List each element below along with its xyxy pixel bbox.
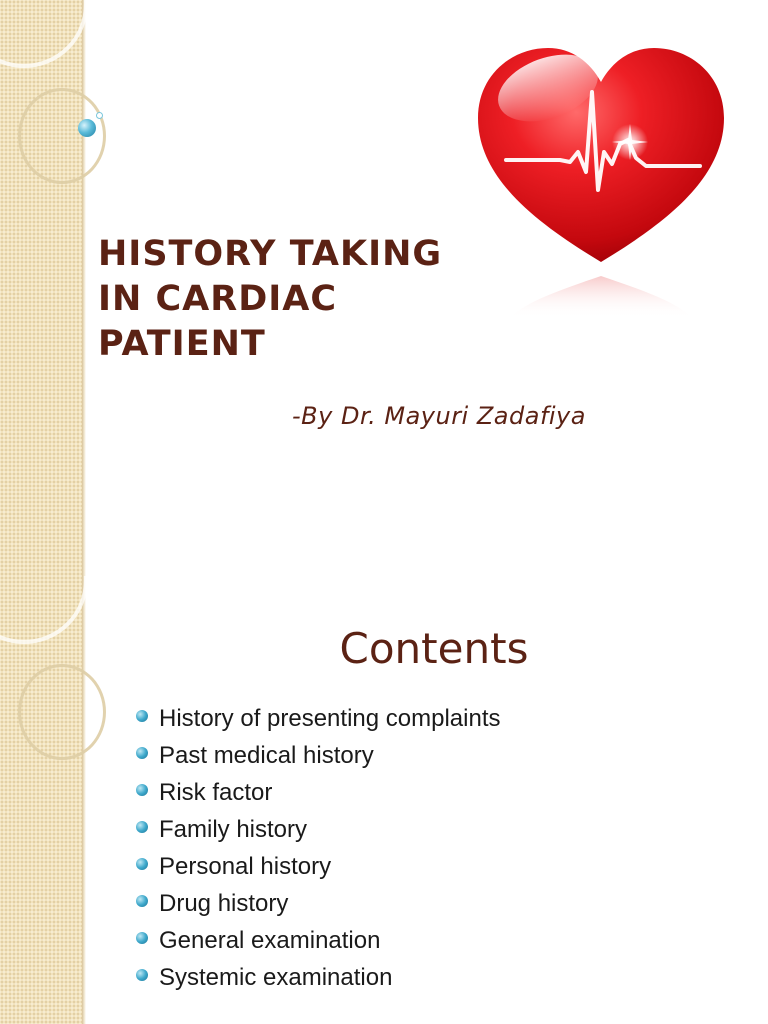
list-item-label: Systemic examination (159, 963, 393, 991)
presentation-title (98, 232, 478, 367)
author-byline: -By Dr. Mayuri Zadafiya (292, 402, 586, 430)
list-item-label: Drug history (159, 889, 289, 917)
title-line: IN CARDIAC (98, 279, 338, 319)
side-band-edge (82, 0, 86, 576)
list-item-label: Family history (159, 815, 308, 843)
list-item (136, 922, 500, 959)
list-item-label: General examination (159, 926, 381, 954)
contents-list (136, 700, 500, 996)
list-item (136, 848, 500, 885)
contents-slide (0, 576, 768, 1024)
list-item (136, 700, 500, 737)
bullet-icon (136, 932, 148, 944)
bullet-icon (136, 821, 148, 833)
heart-ecg-icon (470, 40, 732, 330)
bullet-icon (136, 858, 148, 870)
bullet-icon (136, 710, 148, 722)
decorative-ring (18, 88, 106, 184)
decorative-ring (18, 664, 106, 760)
title-line: PATIENT (98, 324, 266, 364)
list-item (136, 959, 500, 996)
list-item-label: History of presenting complaints (159, 704, 501, 732)
list-item-label: Risk factor (159, 778, 273, 806)
list-item-label: Past medical history (159, 741, 374, 769)
title-line: HISTORY TAKING (98, 234, 443, 274)
list-item (136, 737, 500, 774)
contents-heading: Contents (339, 624, 529, 673)
decorative-side-band (0, 0, 82, 576)
bullet-icon (136, 747, 148, 759)
bullet-icon (136, 895, 148, 907)
list-item (136, 774, 500, 811)
decorative-bead (78, 119, 96, 137)
decorative-bead-small (96, 112, 103, 119)
bullet-icon (136, 969, 148, 981)
list-item (136, 885, 500, 922)
list-item (136, 811, 500, 848)
bullet-icon (136, 784, 148, 796)
list-item-label: Personal history (159, 852, 332, 880)
